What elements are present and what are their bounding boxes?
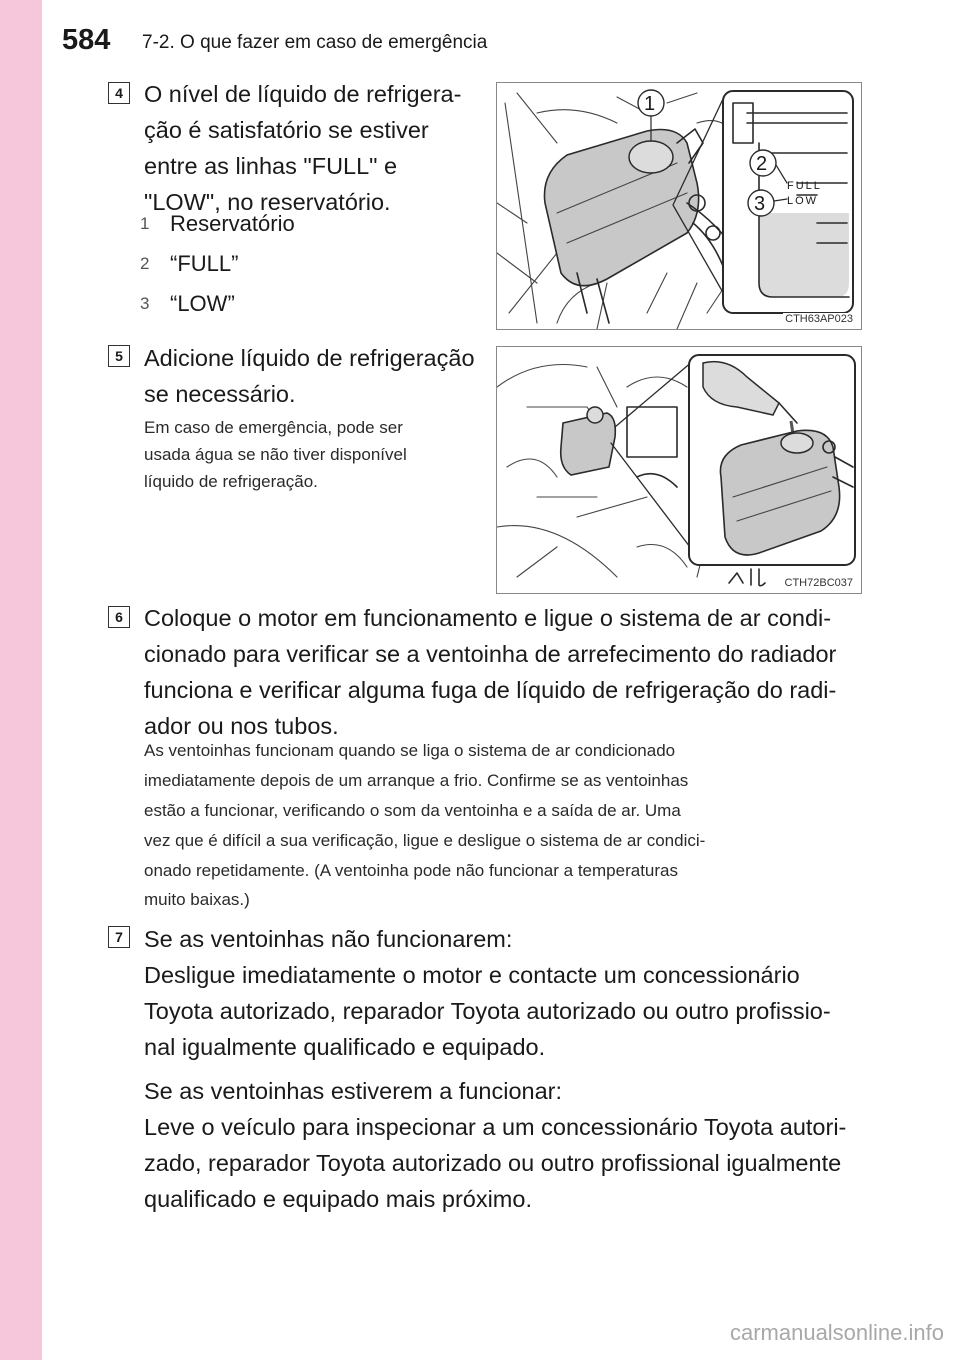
watermark: carmanualsonline.info bbox=[729, 1320, 944, 1345]
step-6-note-line: muito baixas.) bbox=[144, 890, 250, 909]
page-number: 584 bbox=[62, 24, 111, 56]
step-4-line: ção é satisfatório se estiver bbox=[144, 117, 429, 143]
step-7-line: qualificado e equipado mais próximo. bbox=[144, 1186, 532, 1212]
callout-3: 3 bbox=[754, 193, 766, 215]
adding-coolant-illustration bbox=[497, 347, 861, 593]
step-7-line: nal igualmente qualificado e equipado. bbox=[144, 1034, 546, 1060]
step-5-note-line: usada água se não tiver disponível bbox=[144, 445, 407, 464]
step-6-note-line: vez que é difícil a sua verificação, ligue e desligue o sistema de ar condici- bbox=[144, 831, 706, 850]
step-6-note-line: onado repetidamente. (A ventoinha pode não funcionar a temperaturas bbox=[144, 861, 678, 880]
step-5-note-line: Em caso de emergência, pode ser bbox=[144, 418, 403, 437]
figure-adding-coolant bbox=[496, 346, 862, 594]
reservoir-illustration bbox=[497, 83, 861, 329]
step-7-line: Leve o veículo para inspecionar a um concessionário Toyota autori- bbox=[144, 1114, 847, 1140]
page-side-tab bbox=[0, 0, 42, 1360]
step-5-line: se necessário. bbox=[144, 381, 296, 407]
legend-label: Reservatório bbox=[170, 211, 295, 236]
step-6-note-line: estão a funcionar, verificando o som da ventoinha e a saída de ar. Uma bbox=[144, 801, 681, 820]
step-7-line: zado, reparador Toyota autorizado ou outro profissional igualmente bbox=[144, 1150, 842, 1176]
step-6-line: funciona e verificar alguma fuga de líquido de refrigeração do radi- bbox=[144, 677, 837, 703]
step-7-condition-line: Se as ventoinhas não funcionarem: bbox=[144, 926, 513, 952]
step-7-line: Toyota autorizado, reparador Toyota autorizado ou outro profissio- bbox=[144, 998, 831, 1024]
step-4-number: 4 bbox=[108, 82, 130, 104]
step-5-number: 5 bbox=[108, 345, 130, 367]
figure-code: CTH63AP023 bbox=[785, 313, 853, 325]
step-5-note-line: líquido de refrigeração. bbox=[144, 472, 318, 491]
legend-label: “FULL” bbox=[170, 251, 239, 276]
step-4-line: entre as linhas "FULL" e bbox=[144, 153, 398, 179]
legend-number: 3 bbox=[140, 294, 150, 313]
step-7-line: Desligue imediatamente o motor e contacte um concessionário bbox=[144, 962, 800, 988]
step-6-line: Coloque o motor em funcionamento e ligue o sistema de ar condi- bbox=[144, 605, 832, 631]
step-6-line: cionado para verificar se a ventoinha de arrefecimento do radiador bbox=[144, 641, 837, 667]
section-title: 7-2. O que fazer em caso de emergência bbox=[142, 32, 488, 53]
callout-2: 2 bbox=[756, 153, 768, 175]
step-4-line: "LOW", no reservatório. bbox=[144, 189, 391, 215]
figure-code: CTH72BC037 bbox=[784, 577, 853, 589]
legend-number: 1 bbox=[140, 214, 150, 233]
step-6-note-line: imediatamente depois de um arranque a frio. Confirme se as ventoinhas bbox=[144, 771, 689, 790]
step-6-line: ador ou nos tubos. bbox=[144, 713, 339, 739]
step-5-line: Adicione líquido de refrigeração bbox=[144, 345, 475, 371]
step-6-note-line: As ventoinhas funcionam quando se liga o sistema de ar condicionado bbox=[144, 741, 676, 760]
figure-coolant-reservoir bbox=[496, 82, 862, 330]
legend-label: “LOW” bbox=[170, 291, 235, 316]
step-7-condition-line: Se as ventoinhas estiverem a funcionar: bbox=[144, 1078, 563, 1104]
low-mark: LOW bbox=[787, 195, 819, 207]
step-4-line: O nível de líquido de refrigera- bbox=[144, 81, 462, 107]
callout-1: 1 bbox=[644, 93, 656, 115]
step-7-number: 7 bbox=[108, 926, 130, 948]
legend-number: 2 bbox=[140, 254, 150, 273]
full-mark: FULL bbox=[787, 180, 822, 192]
step-6-number: 6 bbox=[108, 606, 130, 628]
